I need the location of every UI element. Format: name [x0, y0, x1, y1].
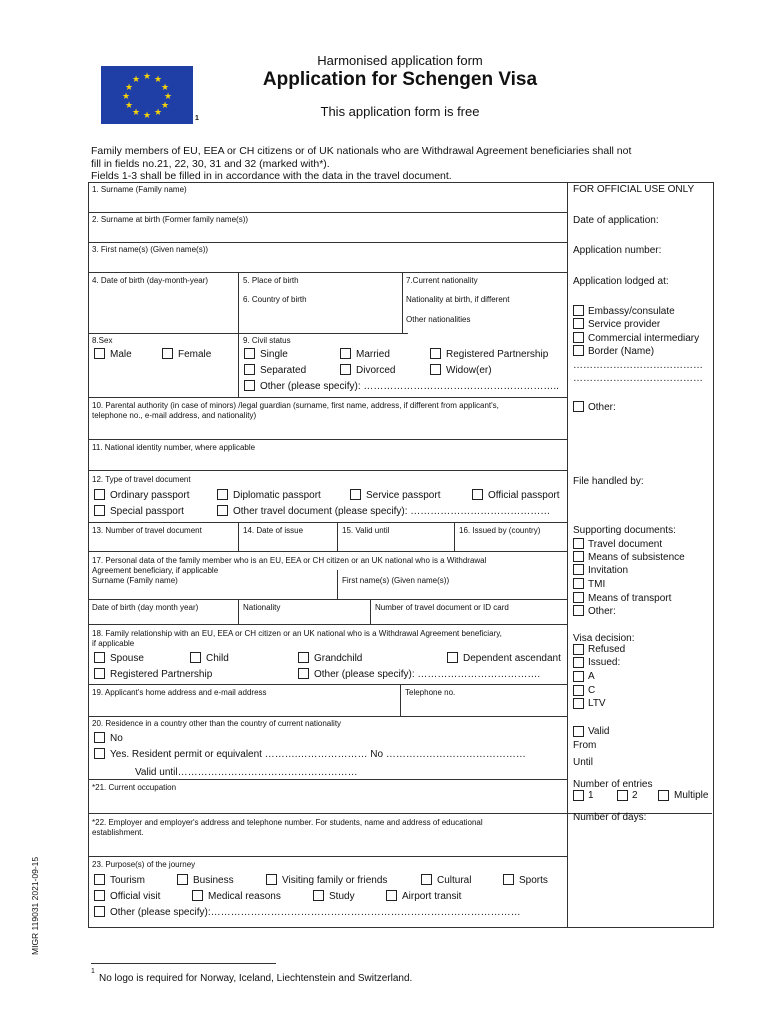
- field-family-dob-label: Date of birth (day month year): [92, 603, 199, 612]
- purpose-visiting-checkbox[interactable]: [266, 874, 277, 885]
- border-dots: …………………………………: [573, 373, 703, 384]
- entries-multiple-checkbox[interactable]: [658, 790, 669, 801]
- row-divider: [88, 684, 568, 685]
- entries-2-label: 2: [632, 790, 638, 801]
- field-dob-label: 4. Date of birth (day-month-year): [92, 276, 209, 285]
- row-divider: [88, 779, 568, 780]
- label-line: establishment.: [92, 828, 144, 837]
- label-line: 18. Family relationship with an EU, EEA or CH citizen or an UK national who is a Withdrawal Agreement beneficiary,: [92, 629, 502, 638]
- entries-1-label: 1: [588, 790, 594, 801]
- purpose-sports-label: Sports: [519, 875, 548, 886]
- support-invitation-label: Invitation: [588, 565, 629, 576]
- row-divider: [88, 212, 568, 213]
- lodged-service-provider-label: Service provider: [588, 319, 661, 330]
- label-line: telephone no., e-mail address, and nationality): [92, 411, 257, 420]
- label-line: *22. Employer and employer's address and telephone number. For students, name and address of educational: [92, 818, 483, 827]
- official-lodged-at: Application lodged at:: [573, 276, 669, 287]
- decision-ltv-label: LTV: [588, 698, 606, 709]
- lodged-other-label: Other:: [588, 402, 616, 413]
- civil-divorced-checkbox[interactable]: [340, 364, 351, 375]
- purpose-tourism-label: Tourism: [110, 875, 146, 886]
- row-divider: [88, 522, 568, 523]
- official-application-number: Application number:: [573, 245, 662, 256]
- row-divider: [88, 599, 568, 600]
- row-divider: [88, 551, 568, 552]
- field-date-issue-label: 14. Date of issue: [243, 526, 304, 535]
- purpose-official-checkbox[interactable]: [94, 890, 105, 901]
- field-family-relationship-label: [92, 629, 562, 649]
- doc-diplomatic-checkbox[interactable]: [217, 489, 228, 500]
- civil-separated-label: Separated: [260, 365, 307, 376]
- col-divider: [370, 599, 371, 624]
- decision-c-checkbox[interactable]: [573, 685, 584, 696]
- sex-female-label: Female: [178, 349, 212, 360]
- doc-official-label: Official passport: [488, 490, 560, 501]
- footnote-number: 1: [91, 968, 95, 975]
- support-travel-doc-checkbox[interactable]: [573, 538, 584, 549]
- purpose-cultural-checkbox[interactable]: [421, 874, 432, 885]
- surname-input[interactable]: [90, 196, 565, 211]
- civil-separated-checkbox[interactable]: [244, 364, 255, 375]
- decision-issued-checkbox[interactable]: [573, 657, 584, 668]
- star-icon: ★: [161, 82, 170, 92]
- lodged-commercial-label: Commercial intermediary: [588, 333, 700, 344]
- column-divider: [567, 182, 568, 927]
- purpose-cultural-label: Cultural: [437, 875, 472, 886]
- civil-single-label: Single: [260, 349, 288, 360]
- purpose-transit-label: Airport transit: [402, 891, 462, 902]
- row-divider: [88, 716, 568, 717]
- official-number-entries: Number of entries: [573, 779, 653, 790]
- civil-registered-checkbox[interactable]: [430, 348, 441, 359]
- field-purpose-label: 23. Purpose(s) of the journey: [92, 860, 196, 869]
- decision-valid-checkbox[interactable]: [573, 726, 584, 737]
- purpose-study-checkbox[interactable]: [313, 890, 324, 901]
- official-date-application: Date of application:: [573, 215, 659, 226]
- form-code: MIGR 119031 2021-09-15: [30, 856, 40, 955]
- doc-diplomatic-label: Diplomatic passport: [233, 490, 321, 501]
- field-issued-by-label: 16. Issued by (country): [459, 526, 541, 535]
- support-tmi-label: TMI: [588, 579, 606, 590]
- civil-other-checkbox[interactable]: [244, 380, 255, 391]
- intro-line: fill in fields no.21, 22, 30, 31 and 32 (marked with*).: [91, 157, 330, 170]
- sex-male-label: Male: [110, 349, 132, 360]
- purpose-visiting-label: Visiting family or friends: [282, 875, 388, 886]
- civil-widow-checkbox[interactable]: [430, 364, 441, 375]
- field-home-address-label: 19. Applicant's home address and e-mail address: [92, 688, 267, 697]
- official-supporting-docs: Supporting documents:: [573, 525, 676, 536]
- row-divider: [88, 439, 568, 440]
- field-telephone-label: Telephone no.: [405, 688, 456, 697]
- decision-ltv-checkbox[interactable]: [573, 698, 584, 709]
- rel-grandchild-label: Grandchild: [314, 653, 363, 664]
- support-invitation-checkbox[interactable]: [573, 564, 584, 575]
- entries-multiple-label: Multiple: [674, 790, 709, 801]
- decision-valid-label: Valid: [588, 726, 610, 737]
- support-transport-label: Means of transport: [588, 593, 672, 604]
- residence-yes-label: Yes. Resident permit or equivalent ……….………………… No ……………………………………: [110, 749, 526, 760]
- col-divider: [402, 272, 403, 334]
- doc-other-label: Other travel document (please specify): ……………………………………: [233, 506, 551, 517]
- doc-other-checkbox[interactable]: [217, 505, 228, 516]
- footnote-marker: 1: [195, 115, 199, 122]
- rel-spouse-label: Spouse: [110, 653, 144, 664]
- row-divider: [88, 242, 568, 243]
- decision-refused-checkbox[interactable]: [573, 644, 584, 655]
- field-family-doc-label: Number of travel document or ID card: [375, 603, 509, 612]
- field-family-member-label: [92, 556, 562, 586]
- lodged-other-checkbox[interactable]: [573, 401, 584, 412]
- label-line: 17. Personal data of the family member who is an EU, EEA or CH citizen or an UK national who is a Withdrawal: [92, 556, 487, 565]
- col-divider: [238, 272, 239, 398]
- lodged-embassy-label: Embassy/consulate: [588, 306, 675, 317]
- intro-line: Fields 1-3 shall be filled in in accordance with the data in the travel document.: [91, 170, 452, 182]
- page-title: Application for Schengen Visa: [262, 69, 538, 90]
- purpose-transit-checkbox[interactable]: [386, 890, 397, 901]
- star-icon: ★: [161, 100, 170, 110]
- surname-birth-input[interactable]: [90, 226, 565, 241]
- residence-valid-until: Valid until………………………………………………: [135, 767, 358, 778]
- star-icon: ★: [125, 82, 134, 92]
- field-surname-birth-label: 2. Surname at birth (Former family name(s)): [92, 215, 249, 224]
- col-divider: [238, 522, 239, 552]
- support-other-label: Other:: [588, 606, 616, 617]
- intro-line: Family members of EU, EEA or CH citizens or of UK nationals who are Withdrawal Agreement beneficiaries shall not: [91, 145, 632, 157]
- decision-issued-label: Issued:: [588, 657, 621, 668]
- col-divider: [337, 522, 338, 552]
- form-subtitle: Harmonised application form: [317, 53, 483, 68]
- sex-male-checkbox[interactable]: [94, 348, 105, 359]
- border-dots: …………………………………: [573, 360, 703, 371]
- field-doc-number-label: 13. Number of travel document: [92, 526, 202, 535]
- row-divider: [88, 272, 568, 273]
- field-family-nationality-label: Nationality: [243, 603, 281, 612]
- rel-registered-checkbox[interactable]: [94, 668, 105, 679]
- rel-dependent-checkbox[interactable]: [447, 652, 458, 663]
- lodged-service-provider-checkbox[interactable]: [573, 318, 584, 329]
- valid-from-label: From: [573, 740, 597, 751]
- field-place-birth-label: 5. Place of birth: [243, 276, 299, 285]
- lodged-border-label: Border (Name): [588, 346, 655, 357]
- support-travel-doc-label: Travel document: [588, 539, 663, 550]
- field-parental-authority-label: [92, 401, 562, 421]
- civil-registered-label: Registered Partnership: [446, 349, 549, 360]
- field-family-first-name-label: First name(s) (Given name(s)): [342, 576, 450, 585]
- decision-c-label: C: [588, 685, 596, 696]
- star-icon: ★: [154, 74, 163, 84]
- civil-widow-label: Widow(er): [446, 365, 492, 376]
- purpose-sports-checkbox[interactable]: [503, 874, 514, 885]
- row-divider: [88, 397, 568, 398]
- official-number-days: Number of days:: [573, 812, 647, 823]
- entries-1-checkbox[interactable]: [573, 790, 584, 801]
- rel-registered-label: Registered Partnership: [110, 669, 213, 680]
- label-line: 10. Parental authority (in case of minors) /legal guardian (surname, first name, address, if different from applicant's,: [92, 401, 499, 410]
- field-employer-label: [92, 818, 562, 838]
- field-civil-status-label: 9. Civil status: [243, 336, 291, 345]
- field-national-id-label: 11. National identity number, where applicable: [92, 443, 256, 452]
- sex-female-checkbox[interactable]: [162, 348, 173, 359]
- purpose-other-checkbox[interactable]: [94, 906, 105, 917]
- doc-ordinary-label: Ordinary passport: [110, 490, 190, 501]
- row-divider: [88, 856, 568, 857]
- doc-official-checkbox[interactable]: [472, 489, 483, 500]
- star-icon: ★: [132, 107, 141, 117]
- row-divider: [88, 624, 568, 625]
- purpose-medical-label: Medical reasons: [208, 891, 281, 902]
- purpose-tourism-checkbox[interactable]: [94, 874, 105, 885]
- field-first-name-label: 3. First name(s) (Given name(s)): [92, 245, 209, 254]
- col-divider: [238, 599, 239, 624]
- row-divider: [88, 470, 568, 471]
- support-tmi-checkbox[interactable]: [573, 578, 584, 589]
- rel-spouse-checkbox[interactable]: [94, 652, 105, 663]
- lodged-embassy-checkbox[interactable]: [573, 305, 584, 316]
- footnote-text: No logo is required for Norway, Iceland, Liechtenstein and Switzerland.: [99, 973, 413, 984]
- purpose-study-label: Study: [329, 891, 355, 902]
- civil-other-label: Other (please specify): …………………………………………………..: [260, 381, 559, 392]
- purpose-other-label: Other (please specify):…………………………………………………………………………………: [110, 907, 521, 918]
- entries-2-checkbox[interactable]: [617, 790, 628, 801]
- free-note: This application form is free: [320, 104, 480, 119]
- star-icon: ★: [132, 74, 141, 84]
- lodged-commercial-checkbox[interactable]: [573, 332, 584, 343]
- support-subsistence-checkbox[interactable]: [573, 551, 584, 562]
- support-subsistence-label: Means of subsistence: [588, 552, 685, 563]
- official-use-heading: FOR OFFICIAL USE ONLY: [573, 184, 695, 195]
- doc-special-label: Special passport: [110, 506, 184, 517]
- field-nationality-birth-label: Nationality at birth, if different: [406, 295, 510, 304]
- official-file-handled: File handled by:: [573, 476, 644, 487]
- residence-no-label: No: [110, 733, 123, 744]
- star-icon: ★: [125, 100, 134, 110]
- star-icon: ★: [154, 107, 163, 117]
- row-divider: [88, 333, 408, 334]
- decision-a-label: A: [588, 671, 595, 682]
- field-nationality-label: 7.Current nationality: [406, 276, 478, 285]
- residence-yes-checkbox[interactable]: [94, 748, 105, 759]
- lodged-border-checkbox[interactable]: [573, 345, 584, 356]
- rel-other-checkbox[interactable]: [298, 668, 309, 679]
- decision-a-checkbox[interactable]: [573, 671, 584, 682]
- purpose-business-checkbox[interactable]: [177, 874, 188, 885]
- doc-ordinary-checkbox[interactable]: [94, 489, 105, 500]
- field-valid-until-label: 15. Valid until: [342, 526, 390, 535]
- field-occupation-label: *21. Current occupation: [92, 783, 177, 792]
- purpose-medical-checkbox[interactable]: [192, 890, 203, 901]
- purpose-official-label: Official visit: [110, 891, 161, 902]
- field-country-birth-label: 6. Country of birth: [243, 295, 307, 304]
- doc-special-checkbox[interactable]: [94, 505, 105, 516]
- label-line: Agreement beneficiary, if applicable: [92, 566, 219, 575]
- decision-refused-label: Refused: [588, 644, 626, 655]
- doc-service-checkbox[interactable]: [350, 489, 361, 500]
- field-travel-doc-type-label: 12. Type of travel document: [92, 475, 191, 484]
- support-transport-checkbox[interactable]: [573, 592, 584, 603]
- support-other-checkbox[interactable]: [573, 605, 584, 616]
- col-divider: [400, 684, 401, 716]
- star-icon: ★: [143, 110, 152, 120]
- civil-married-label: Married: [356, 349, 390, 360]
- rel-child-label: Child: [206, 653, 229, 664]
- field-sex-label: 8.Sex: [92, 336, 113, 345]
- field-surname-label: 1. Surname (Family name): [92, 185, 187, 194]
- eu-flag-logo: [101, 66, 193, 124]
- first-name-input[interactable]: [90, 256, 565, 271]
- valid-until-label: Until: [573, 757, 594, 768]
- civil-single-checkbox[interactable]: [244, 348, 255, 359]
- star-icon: ★: [143, 71, 152, 81]
- intro-text: [91, 145, 711, 183]
- official-visa-decision: Visa decision:: [573, 633, 635, 644]
- rel-dependent-label: Dependent ascendant: [463, 653, 561, 664]
- rel-child-checkbox[interactable]: [190, 652, 201, 663]
- star-icon: ★: [164, 91, 173, 101]
- field-other-nationalities-label: Other nationalities: [406, 315, 471, 324]
- label-line: Surname (Family name): [92, 576, 178, 585]
- field-residence-label: 20. Residence in a country other than the country of current nationality: [92, 719, 342, 728]
- doc-service-label: Service passport: [366, 490, 441, 501]
- col-divider: [454, 522, 455, 552]
- residence-no-checkbox[interactable]: [94, 732, 105, 743]
- footnote-rule: [91, 963, 276, 964]
- civil-divorced-label: Divorced: [356, 365, 396, 376]
- rel-other-label: Other (please specify): ……………………………….: [314, 669, 541, 680]
- purpose-business-label: Business: [193, 875, 234, 886]
- star-icon: ★: [122, 91, 131, 101]
- civil-married-checkbox[interactable]: [340, 348, 351, 359]
- label-line: if applicable: [92, 639, 135, 648]
- rel-grandchild-checkbox[interactable]: [298, 652, 309, 663]
